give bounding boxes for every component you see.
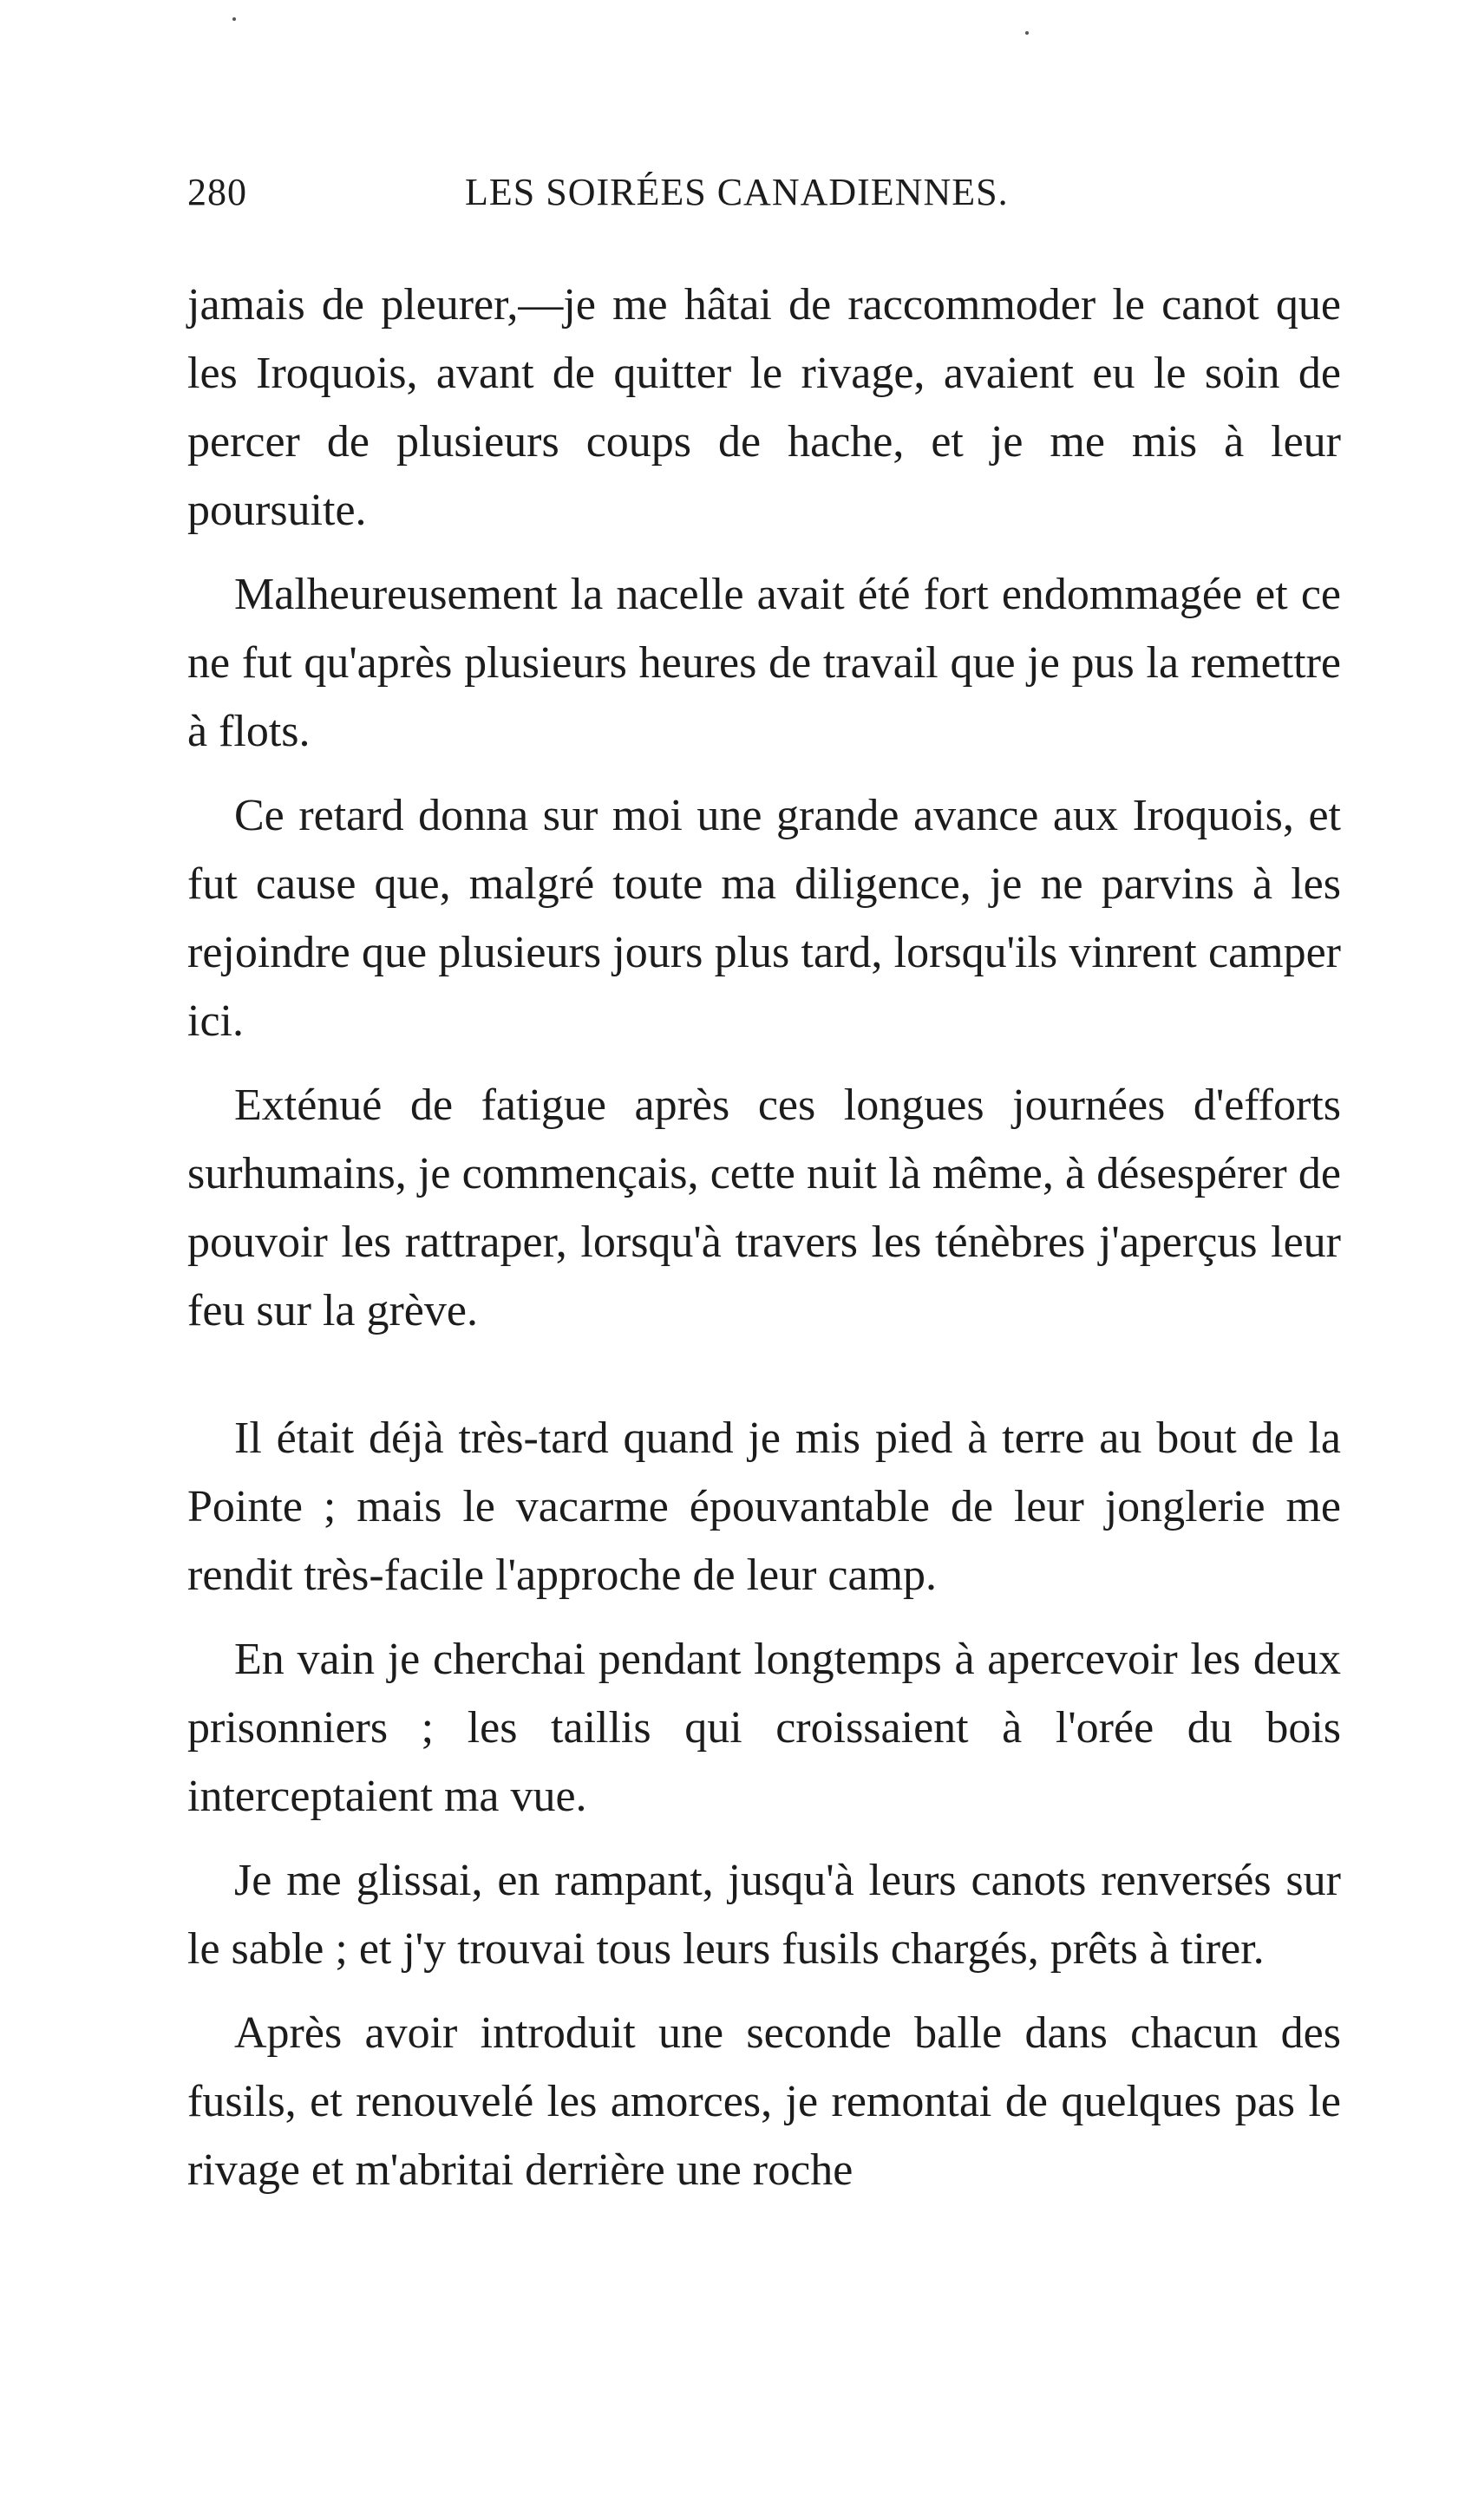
paper-speck	[232, 17, 236, 21]
paragraph: jamais de pleurer,—je me hâtai de raccommoder le canot que les Iroquois, avant de quitter le rivage, avaient eu le soin de percer de plusieurs coups de hache, et je me mis à leur poursuite.	[187, 280, 1341, 535]
paragraph: Après avoir introduit une seconde balle dans chacun des fusils, et renouvelé les amorces, je remontai de quelques pas le rivage et m'abritai derrière une roche	[187, 2008, 1341, 2195]
running-title: LES SOIRÉES CANADIENNES.	[465, 171, 1009, 213]
paragraph: Ce retard donna sur moi une grande avance aux Iroquois, et fut cause que, malgré toute ma diligence, je ne parvins à les rejoindre que plusieurs jours plus tard, lorsqu'ils vinrent camper ici.	[187, 791, 1341, 1046]
paragraph: Malheureusement la nacelle avait été fort endommagée et ce ne fut qu'après plusieurs heures de travail que je pus la remettre à flots.	[187, 570, 1341, 756]
body-text	[187, 271, 1341, 2220]
paragraph: Je me glissai, en rampant, jusqu'à leurs canots renversés sur le sable ; et j'y trouvai tous leurs fusils chargés, prêts à tirer.	[187, 1856, 1341, 1974]
paragraph: Exténué de fatigue après ces longues journées d'efforts surhumains, je commençais, cette nuit là même, à désespérer de pouvoir les rattraper, lorsqu'à travers les ténèbres j'aperçus leur feu sur la grève.	[187, 1080, 1341, 1335]
paragraph: En vain je cherchai pendant longtemps à apercevoir les deux prisonniers ; les taillis qui croissaient à l'orée du bois interceptaient ma vue.	[187, 1635, 1341, 1821]
paragraph: Il était déjà très-tard quand je mis pied à terre au bout de la Pointe ; mais le vacarme épouvantable de leur jonglerie me rendit très-facile l'approche de leur camp.	[187, 1413, 1341, 1600]
page-header	[187, 170, 1341, 222]
paper-speck	[1025, 31, 1029, 35]
page-number: 280	[187, 171, 247, 213]
